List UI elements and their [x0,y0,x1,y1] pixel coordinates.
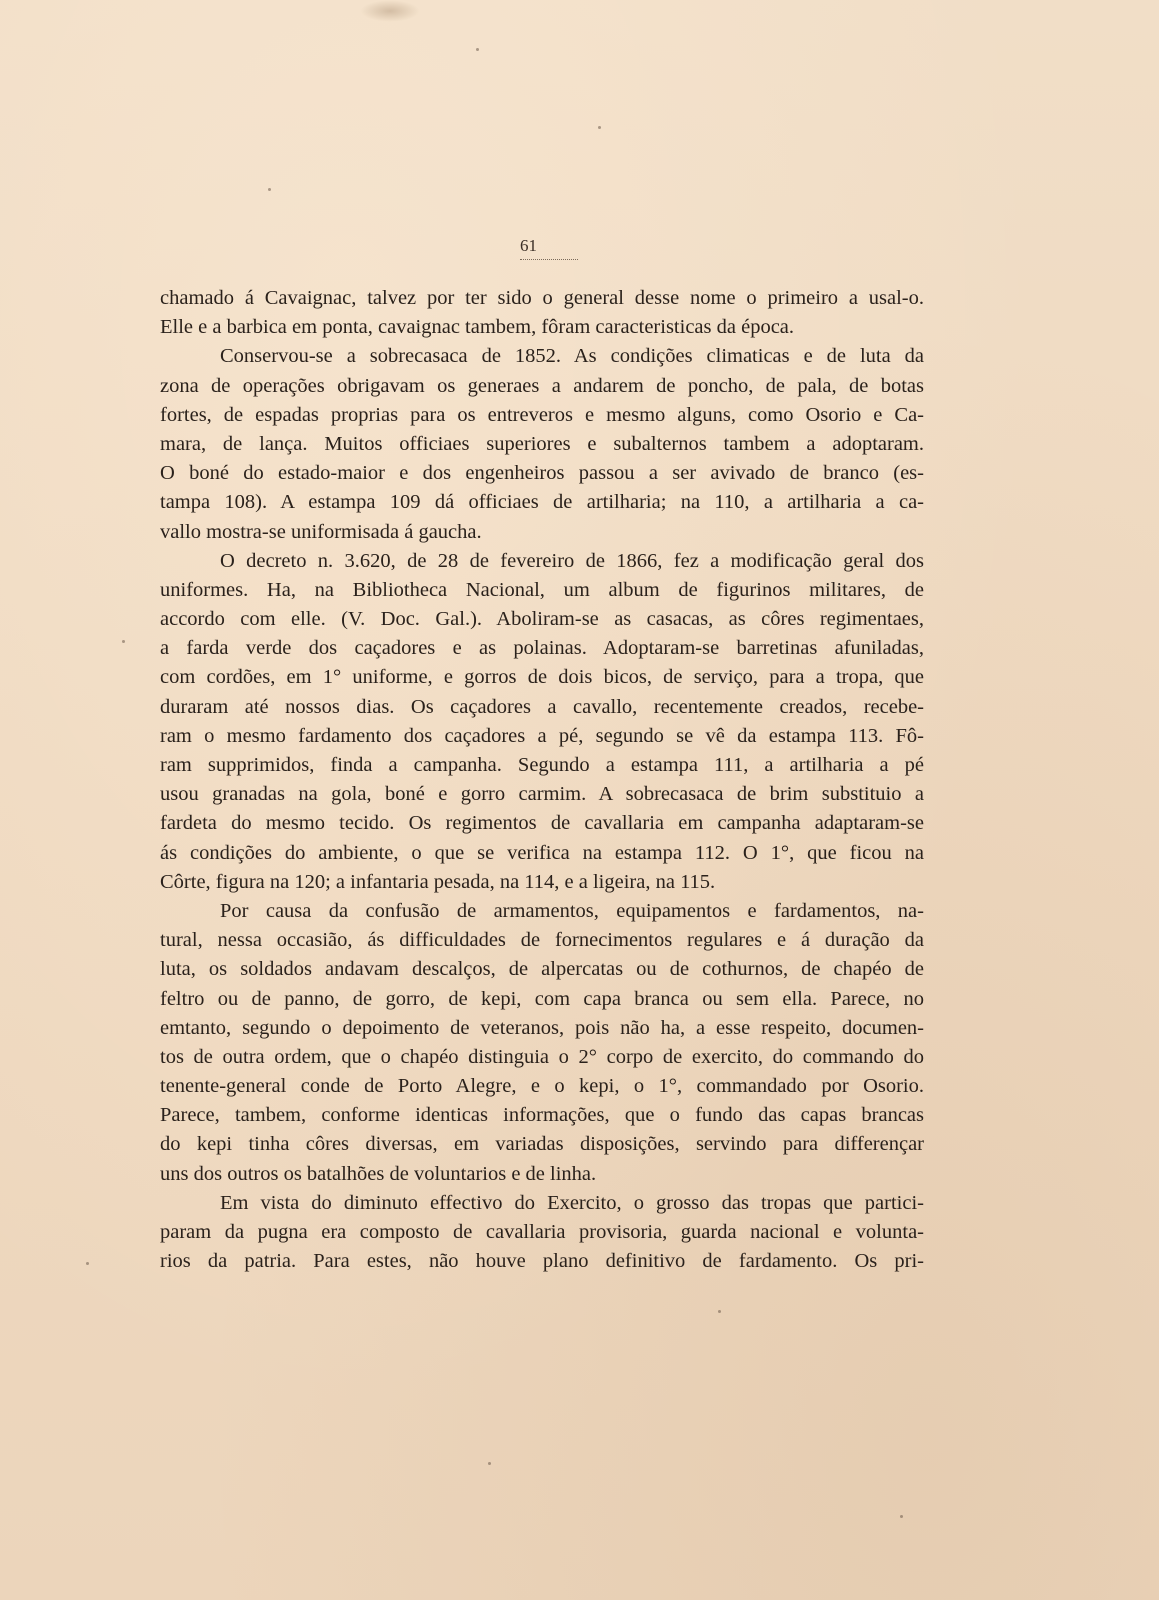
text-line: a farda verde dos caçadores e as polainas. Adoptaram-se barretinas afuniladas, [160,637,924,660]
text-line: do kepi tinha côres diversas, em variadas disposições, servindo para differençar [160,1133,924,1156]
text-line: emtanto, segundo o depoimento de veteranos, pois não ha, a esse respeito, documen- [160,1016,924,1039]
text-line: luta, os soldados andavam descalços, de alpercatas ou de cothurnos, de chapéo de [160,958,924,981]
text-line: param da pugna era composto de cavallaria provisoria, guarda nacional e volunta- [160,1221,924,1243]
page-number: 61 [520,236,537,255]
text-line: rios da patria. Para estes, não houve plano definitivo de fardamento. Os pri- [160,1250,924,1273]
text-line: ram supprimidos, finda a campanha. Segundo a estampa 111, a artilharia a pé [160,754,924,776]
text-line: tenente-general conde de Porto Alegre, e o kepi, o 1°, commandado por Osorio. [160,1075,924,1098]
text-line: Elle e a barbica em ponta, cavaignac tambem, fôram caracteristicas da época. [160,316,795,339]
paper-speck [268,188,271,191]
text-line: duraram até nossos dias. Os caçadores a cavallo, recentemente creados, recebe- [160,695,924,718]
paper-speck [122,640,125,643]
text-line: O boné do estado-maior e dos engenheiros passou a ser avivado de branco (es- [160,462,924,485]
paper-speck [900,1515,903,1518]
text-line: mara, de lança. Muitos officiaes superiores e subalternos tambem a adoptaram. [160,432,924,455]
paper-speck [488,1462,491,1465]
text-line: tos de outra ordem, que o chapéo distinguia o 2° corpo de exercito, do commando do [160,1045,924,1068]
text-line: fardeta do mesmo tecido. Os regimentos de cavallaria em campanha adaptaram-se [160,812,924,835]
paper-speck [718,1310,721,1313]
text-line: Conservou-se a sobrecasaca de 1852. As condições climaticas e de luta da [220,345,924,368]
text-line: O decreto n. 3.620, de 28 de fevereiro de 1866, fez a modificação geral dos [220,549,924,572]
text-line: ás condições do ambiente, o que se verifica na estampa 112. O 1°, que ficou na [160,841,924,864]
text-line: feltro ou de panno, de gorro, de kepi, com capa branca ou sem ella. Parece, no [160,987,924,1010]
text-line: Parece, tambem, conforme identicas informações, que o fundo das capas brancas [160,1104,924,1127]
text-line: Em vista do diminuto effectivo do Exercito, o grosso das tropas que partici- [220,1191,924,1214]
text-line: uniformes. Ha, na Bibliotheca Nacional, um album de figurinos militares, de [160,578,924,601]
text-line: com cordões, em 1° uniforme, e gorros de dois bicos, de serviço, para a tropa, que [160,666,924,689]
text-line: ram o mesmo fardamento dos caçadores a pé, segundo se vê da estampa 113. Fô- [160,724,924,747]
text-line: tural, nessa occasião, ás difficuldades de fornecimentos regulares e á duração da [160,929,924,952]
text-line: Por causa da confusão de armamentos, equipamentos e fardamentos, na- [220,899,924,922]
page-number-rule [520,256,578,260]
paper-speck [86,1262,89,1265]
paper-speck [476,48,479,51]
text-line: chamado á Cavaignac, talvez por ter sido o general desse nome o primeiro a usal-o. [160,287,924,309]
paper-speck [598,126,601,129]
text-line: Côrte, figura na 120; a infantaria pesada, na 114, e a ligeira, na 115. [160,870,716,893]
paper-stain [360,0,420,22]
text-line: vallo mostra-se uniformisada á gaucha. [160,520,482,543]
text-line: fortes, de espadas proprias para os entreveros e mesmo alguns, como Osorio e Ca- [160,403,924,426]
text-line: uns dos outros os batalhões de voluntarios e de linha. [160,1162,597,1185]
text-line: usou granadas na gola, boné e gorro carmim. A sobrecasaca de brim substituio a [160,783,924,806]
text-line: accordo com elle. (V. Doc. Gal.). Aboliram-se as casacas, as côres regimentaes, [160,608,924,631]
text-line: zona de operações obrigavam os generaes a andarem de poncho, de pala, de botas [160,374,924,397]
body-text [160,284,924,1276]
text-line: tampa 108). A estampa 109 dá officiaes de artilharia; na 110, a artilharia a ca- [160,491,924,514]
